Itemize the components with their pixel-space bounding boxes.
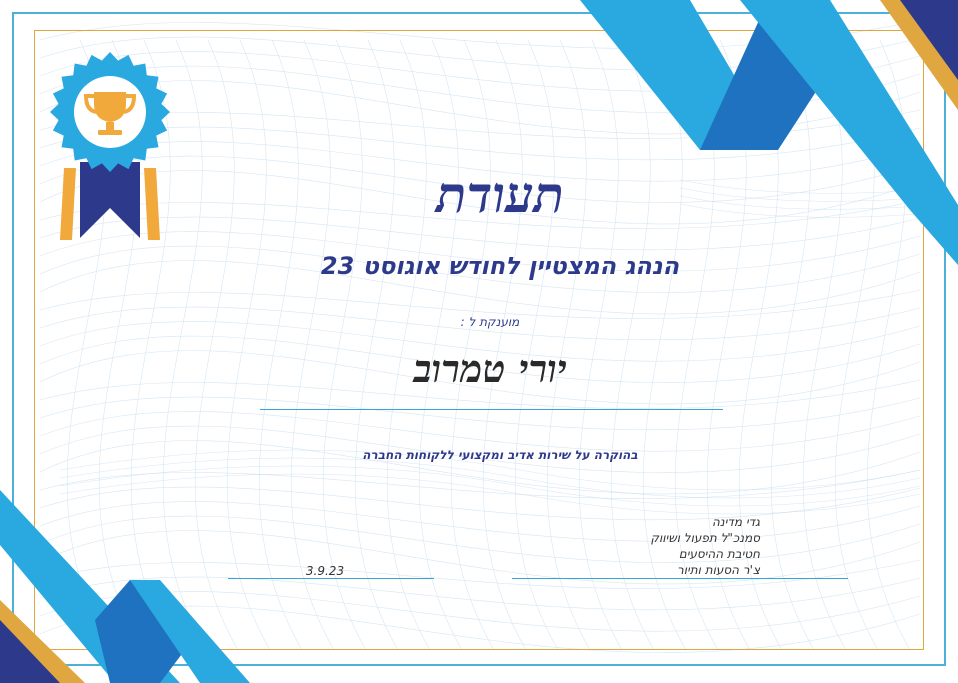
certificate-subtitle: הנהג המצטיין לחודש אוגוסט 23 [320,252,680,280]
recipient-name: יורי טמרוב [413,346,567,391]
award-ribbon-icon [40,50,180,250]
signer-company: צ'ר הסעות ותיור [677,563,760,577]
top-right-ribbon [580,0,958,265]
signer-name: גדי מדינה [711,515,760,529]
signature-line [512,578,848,579]
signer-title: סמנכ"ל תפעול ושיווק [650,531,760,545]
issue-date: 3.9.23 [305,564,345,578]
name-underline [260,409,723,410]
dedication-text: בהוקרה על שירות אדיב ומקצועי ללקוחות החברה [362,448,638,462]
certificate-title: תעודת [436,165,564,224]
signer-block [560,514,760,578]
awarded-to-label: מוענקת ל : [460,315,520,329]
signer-division: חטיבת ההיסעים [678,547,760,561]
bottom-left-ribbon [0,490,250,683]
date-line [228,578,434,579]
